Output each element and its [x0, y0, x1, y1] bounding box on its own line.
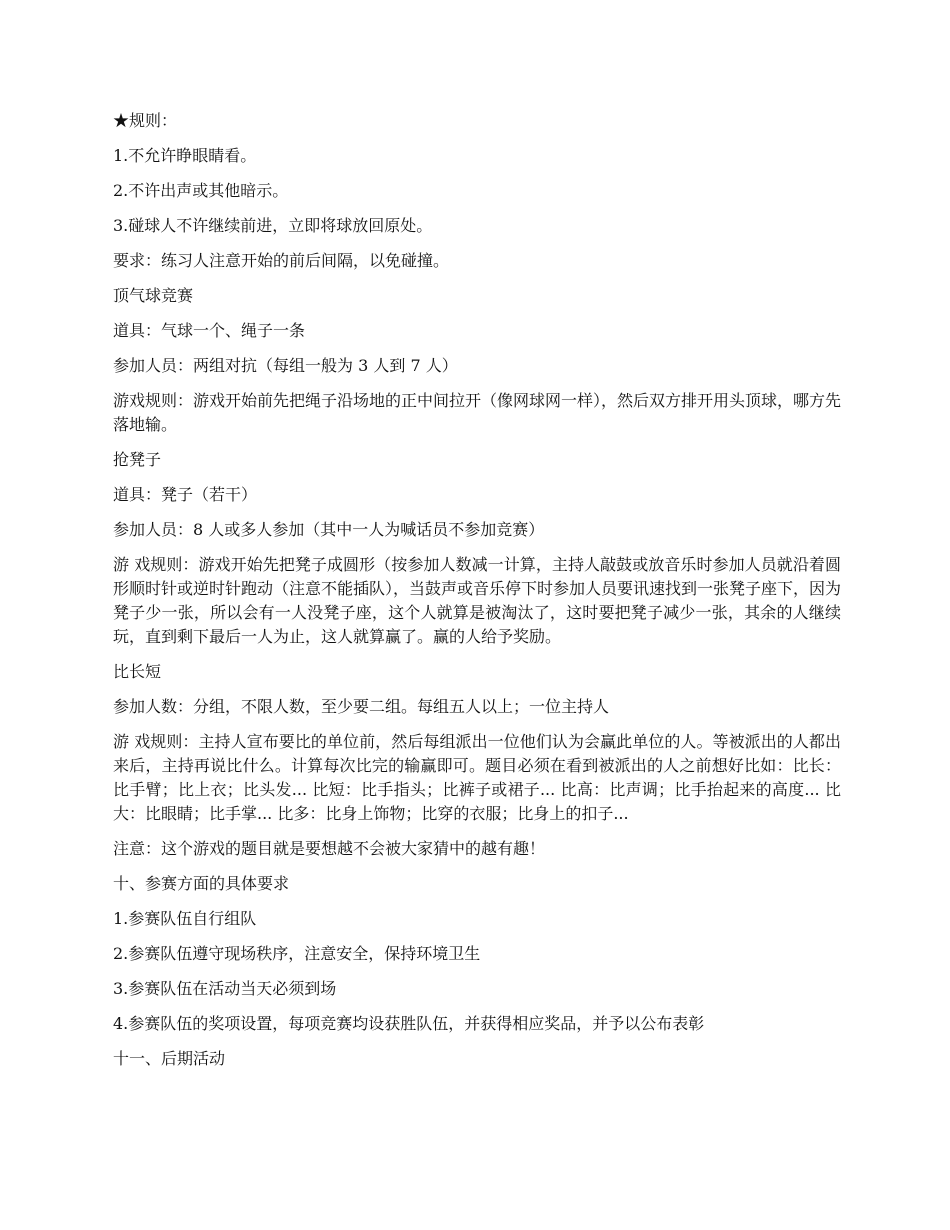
balloon-props: 道具：气球一个、绳子一条 [113, 321, 306, 340]
rules-heading: ★规则： [113, 111, 178, 130]
chairs-props: 道具：凳子（若干） [113, 485, 258, 504]
game-title-chairs: 抢凳子 [113, 450, 162, 469]
balloon-participants: 参加人员：两组对抗（每组一般为 3 人到 7 人） [113, 356, 458, 375]
balloon-rules: 游戏规则：游戏开始前先把绳子沿场地的正中间拉开（像网球网一样），然后双方排开用头顶球，哪方先落地输。 [113, 391, 842, 434]
chairs-rules: 游 戏规则：游戏开始先把凳子成圆形（按参加人数减一计算，主持人敲鼓或放音乐时参加人员就沿着圆形顺时针或逆时针跑动（注意不能插队），当鼓声或音乐停下时参加人员要讯速找到一张凳子座下，因为凳子少一张，所以会有一人没凳子座，这个人就算是被淘汰了，这时要把凳子减少一张，其余的人继续玩，直到剩下最后一人为止，这人就算赢了。赢的人给予奖励。 [113, 555, 842, 646]
game-title-compare: 比长短 [113, 662, 162, 681]
compare-rules: 游 戏规则：主持人宣布要比的单位前，然后每组派出一位他们认为会赢此单位的人。等被派出的人都出来后，主持再说比什么。计算每次比完的输赢即可。题目必须在看到被派出的人之前想好比如：比长：比手臂；比上衣；比头发... 比短：比手指头；比裤子或裙子... 比高：比声调；比手抬起来的高度... 比大：比眼睛；比手掌... 比多：比身上饰物；比穿的衣服；比身上的扣子... [113, 732, 841, 823]
rule-item-2: 2.不许出声或其他暗示。 [113, 181, 289, 200]
compare-note: 注意：这个游戏的题目就是要想越不会被大家猜中的越有趣！ [113, 839, 546, 858]
section-heading-10: 十、参赛方面的具体要求 [113, 874, 290, 893]
requirement-item-3: 3.参赛队伍在活动当天必须到场 [113, 979, 337, 998]
requirement-item-2: 2.参赛队伍遵守现场秩序，注意安全，保持环境卫生 [113, 944, 481, 963]
section-heading-11: 十一、后期活动 [113, 1049, 226, 1068]
compare-participants: 参加人数：分组，不限人数，至少要二组。每组五人以上；一位主持人 [113, 697, 610, 716]
rule-item-1: 1.不允许睁眼睛看。 [113, 146, 257, 165]
requirement-item-4: 4.参赛队伍的奖项设置，每项竞赛均设获胜队伍，并获得相应奖品，并予以公布表彰 [113, 1014, 705, 1033]
requirement-item-1: 1.参赛队伍自行组队 [113, 909, 257, 928]
game-title-balloon: 顶气球竞赛 [113, 286, 194, 305]
chairs-participants: 参加人员：8 人或多人参加（其中一人为喊话员不参加竞赛） [113, 520, 545, 539]
rule-item-3: 3.碰球人不许继续前进，立即将球放回原处。 [113, 216, 433, 235]
requirement-text: 要求：练习人注意开始的前后间隔，以免碰撞。 [113, 251, 450, 270]
document-body [113, 109, 841, 1082]
